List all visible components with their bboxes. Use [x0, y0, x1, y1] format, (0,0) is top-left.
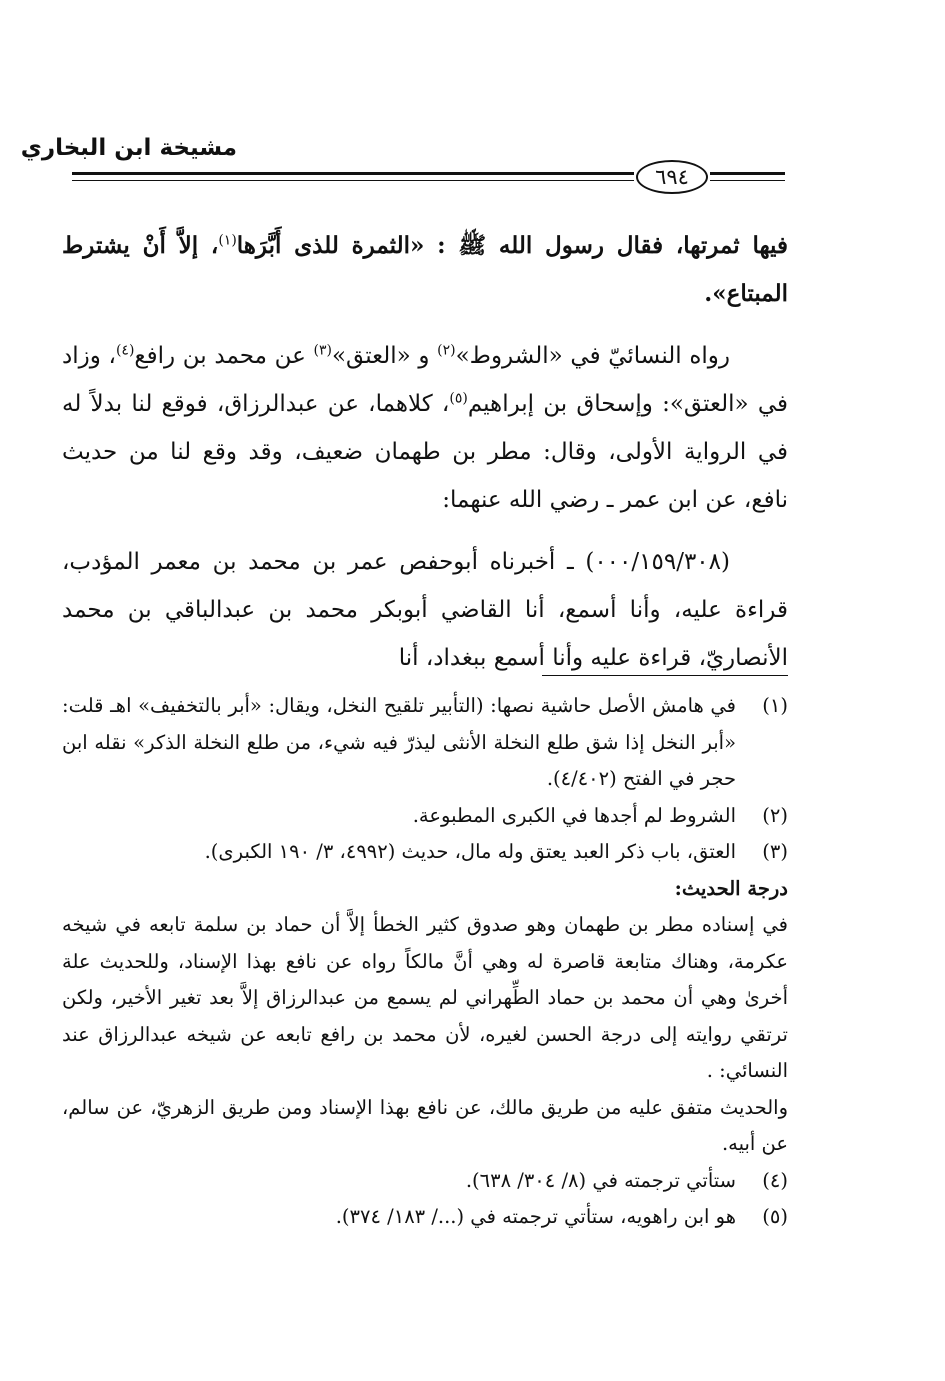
hadith-grade-heading: درجة الحديث:	[674, 876, 788, 900]
footnote-1: (١) في هامش الأصل حاشية نصها: (التأبير تلقيح النخل، ويقال: «أبر بالتخفيف» اهـ قلت: «أبر النخل إذا شق طلع النخلة الأنثى ليذرّ فيه شيء، من طلع النخلة الذكر» نقله ابن حجر في الفتح (٤/٤٠٢).	[62, 688, 788, 798]
footnote-4: (٤) ستأتي ترجمته في (٨/ ٣٠٤/ ٦٣٨).	[62, 1163, 788, 1200]
footnote-3: (٣) العتق، باب ذكر العبد يعتق وله مال، حديث (٤٩٩٢، ٣/ ١٩٠ الكبرى).	[62, 834, 788, 871]
running-title: مشيخة ابن البخاري	[20, 135, 237, 161]
header-rule-right-thin	[710, 180, 785, 181]
footnote-number: (١)	[762, 694, 788, 717]
footnote-number: (٢)	[762, 803, 788, 827]
page-number: ٦٩٤	[636, 160, 708, 194]
footnote-number: (٤)	[762, 1168, 788, 1192]
isnad-paragraph: (٠٠٠/١٥٩/٣٠٨) ـ أخبرناه أبوحفص عمر بن محمد بن معمر المؤدب، قراءة عليه، وأنا أسمع، أنا القاضي أبوبكر محمد بن عبدالباقي بن محمد الأنصاريّ، قراءة عليه وأنا أسمع ببغداد، أنا	[62, 549, 788, 671]
footnote-ref[interactable]: (٤)	[115, 342, 135, 359]
header-rule-thin	[72, 180, 634, 181]
main-text	[62, 222, 788, 682]
footnote-ref[interactable]: (٢)	[437, 342, 456, 359]
footnote-2: (٢) الشروط لم أجدها في الكبرى المطبوعة.	[62, 798, 788, 835]
header-rule-right	[710, 172, 785, 175]
hadith-grade-paragraph: والحديث متفق عليه من طريق مالك، عن نافع بهذا الإسناد ومن طريق الزهريّ، عن سالم، عن أبيه.	[62, 1095, 788, 1155]
takhrij-paragraph: رواه النسائيّ في «الشروط»$^{(٢)}$ و «العتق»$^{(٣)}$ عن محمد بن رافع$^{(٤)}$، وزاد في «العتق»: وإسحاق بن إبراهيم$^{(٥)}$، كلاهما، عن عبدالرزاق، فوقع لنا بدلاً له في الرواية الأولى، وقال: مطر بن طهمان ضعيف، وقد وقع لنا من حديث نافع، عن ابن عمر ـ رضي الله عنهما:	[62, 342, 789, 513]
footnote-ref[interactable]: (٥)	[449, 390, 468, 407]
footnote-ref[interactable]: (١)	[218, 232, 237, 249]
header-rule	[72, 172, 634, 175]
hadith-grade-paragraph: في إسناده مطر بن طهمان وهو صدوق كثير الخطأ إلاَّ أن حماد بن سلمة تابعه في شيخه عكرمة، وهناك متابعة قاصرة له وهي أنَّ مالكاً رواه عن نافع بهذا الإسناد، وللحديث علة أخرىٰ وهي أن محمد بن حماد الطِّهراني لم يسمع من عبدالرزاق إلاَّ بعد تغير الأخير، ولكن ترتقي روايته إلى درجة الحسن لغيره، لأن محمد بن رافع تابعه عن شيخه عبدالرزاق عند النسائي: .	[62, 913, 788, 1082]
footnote-ref[interactable]: (٣)	[313, 342, 332, 359]
footnote-5: (٥) هو ابن راهويه، ستأتي ترجمته في (.../ ١٨٣/ ٣٧٤).	[62, 1199, 788, 1236]
hadith-text-continuation: فيها ثمرتها، فقال رسول الله ﷺ : «الثمرة للذى أَبَّرَها$^{(١)}$، إلاَّ أَنْ يشترط المبتاع».	[62, 232, 788, 307]
footnote-number: (٣)	[762, 840, 788, 863]
footnote-separator	[542, 675, 788, 676]
footnotes	[62, 688, 788, 1236]
footnote-number: (٥)	[762, 1205, 788, 1228]
